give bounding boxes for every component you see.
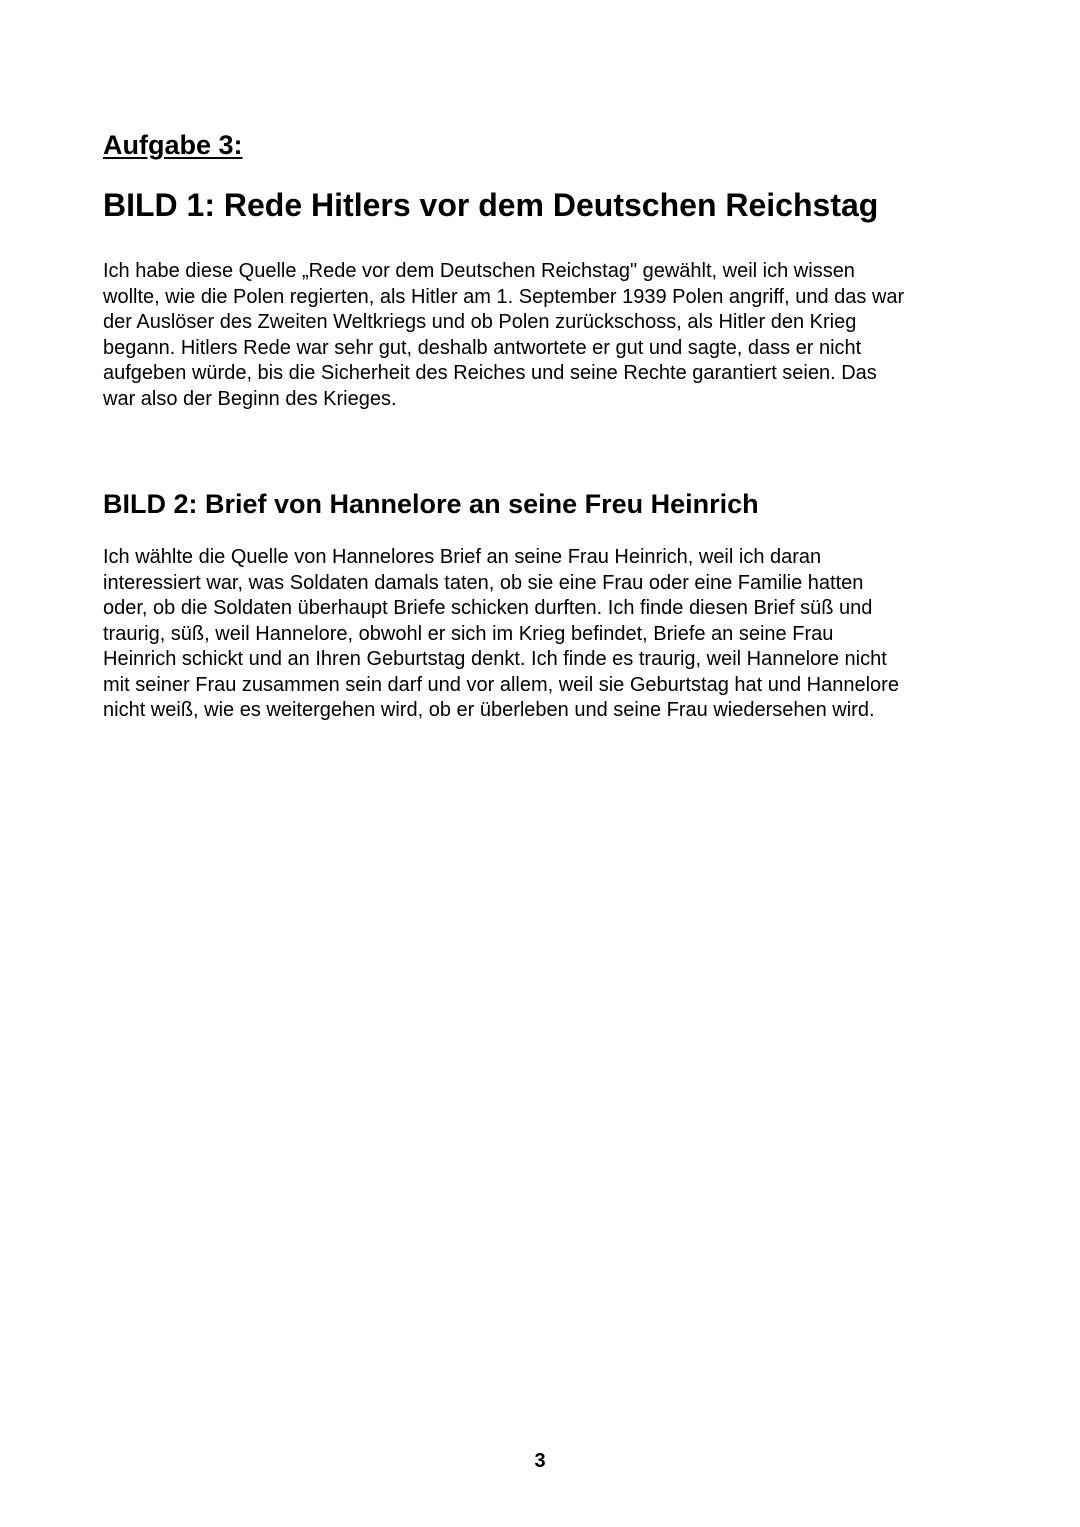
task-heading: Aufgabe 3: — [103, 130, 243, 160]
text-line: Heinrich schickt und an Ihren Geburtstag denkt. Ich finde es traurig, weil Hannelore nicht — [103, 648, 887, 670]
text-line: aufgeben würde, bis die Sicherheit des Reiches und seine Rechte garantiert seien. Das — [103, 362, 877, 384]
text-line: der Auslöser des Zweiten Weltkriegs und ob Polen zurückschoss, als Hitler den Krieg — [103, 311, 857, 333]
text-line: begann. Hitlers Rede war sehr gut, deshalb antwortete er gut und sagte, dass er nicht — [103, 336, 862, 359]
section-1-title: BILD 1: Rede Hitlers vor dem Deutschen Reichstag — [103, 187, 879, 223]
page-number: 3 — [534, 1450, 546, 1472]
text-line: Ich wählte die Quelle von Hannelores Brief an seine Frau Heinrich, weil ich daran — [103, 546, 822, 568]
section-2-title: BILD 2: Brief von Hannelore an seine Freu Heinrich — [103, 489, 759, 519]
text-line: nicht weiß, wie es weitergehen wird, ob er überleben und seine Frau wiedersehen wird. — [103, 699, 875, 721]
section-2-text — [103, 545, 1003, 724]
section-1-text — [103, 259, 1003, 412]
text-line: traurig, süß, weil Hannelore, obwohl er sich im Krieg befindet, Briefe an seine Frau — [103, 622, 834, 645]
text-line: wollte, wie die Polen regierten, als Hitler am 1. September 1939 Polen angriff, und das war — [103, 285, 905, 308]
text-line: interessiert war, was Soldaten damals taten, ob sie eine Frau oder eine Familie hatten — [103, 571, 864, 594]
text-line: oder, ob die Soldaten überhaupt Briefe schicken durften. Ich finde diesen Brief süß und — [103, 597, 873, 619]
text-line: mit seiner Frau zusammen sein darf und vor allem, weil sie Geburtstag hat und Hannelore — [103, 673, 899, 696]
text-line: Ich habe diese Quelle „Rede vor dem Deutschen Reichstag" gewählt, weil ich wissen — [103, 260, 855, 282]
text-line: war also der Beginn des Krieges. — [103, 387, 397, 410]
